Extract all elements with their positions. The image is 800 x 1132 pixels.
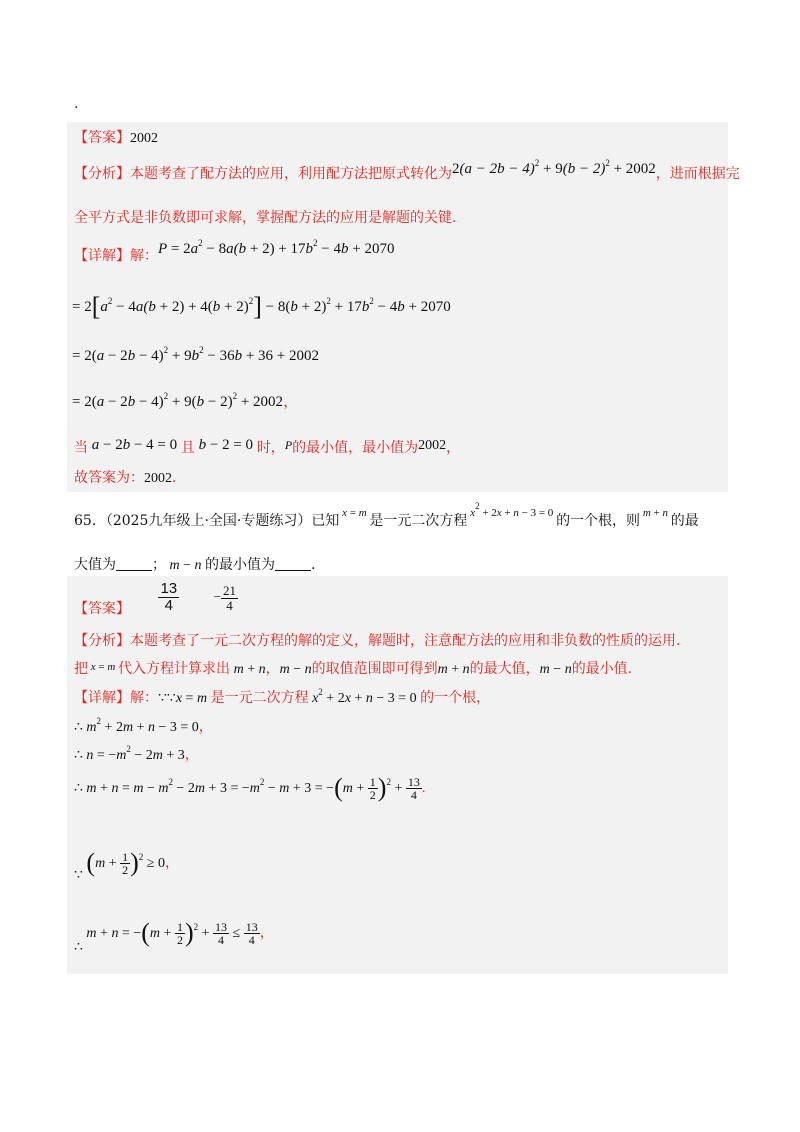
detail-label: 【详解】 (74, 690, 130, 706)
stray-dot: . (74, 96, 79, 112)
q64-detail-line (74, 238, 395, 265)
answer-label: 【答案】 (74, 130, 130, 146)
answer-blank-1[interactable] (116, 558, 152, 571)
analysis-label: 【分析】 (74, 633, 130, 649)
q65-stem-line-1: 65．（2025九年级上·全国·专题练习）已知 $^{x = m}$ 是一元二次方程 $^{x^2 + 2x + n - 3 = 0}$ 的一个根，则 $^{m + n}$ 的最 (74, 501, 699, 529)
detail-label: 【详解】 (74, 248, 130, 264)
q64-formula-P: $P = 2a^2 - 8a(b + 2) + 17b^2 - 4b + 2070$ (158, 238, 395, 257)
q65-answer-1: $\frac{13}{4}$ (160, 580, 178, 614)
q64-answer-line (74, 127, 158, 147)
q64-final-answer-line: 故答案为：2002. (74, 470, 177, 486)
q65-number: 65． (74, 513, 106, 529)
q65-answer-line (74, 580, 238, 618)
answer-blank-2[interactable] (275, 558, 311, 571)
q65-step-5: ∴ m + n = −(m + $\frac{1}{2}$ )$^2$ + $\frac{13}{4}$ ≤ $\frac{13}{4}$ ， (74, 918, 274, 955)
analysis-label: 【分析】 (74, 166, 130, 182)
q65-source: （2025九年级上·全国·专题练习） (105, 513, 312, 529)
q65-answer-2: − $\frac{21}{4}$ (213, 583, 236, 613)
q65-step-3: ∴ $m + n = m - m^2 - 2m + 3 = -m^2 - m + 3 = -(m$ + $\frac{1}{2}$ )$^2$ + $\frac{13}{4}$ . (74, 773, 426, 803)
q65-step-2: ∴ $n = -m^2 - 2m + 3$， (74, 744, 199, 763)
q64-conclusion-line: 当 a − 2b − 4 = 0 且 b − 2 = 0 时，P的最小值，最小值为2002， (74, 437, 461, 456)
q65-analysis-line-2: 把 $^{x = m}$ 代入方程计算求出 m + n，m − n的取值范围即可得到m + n的最大值，m − n的最小值. (74, 661, 633, 677)
q64-analysis-text-3: 全平方式是非负数即可求解，掌握配方法的应用是解题的关键. (74, 210, 457, 226)
q64-formula-step-2: = $2(a - 2b - 4)^2 + 9b^2 - 36b + 36 + 2002$ (72, 345, 320, 364)
answer-label: 【答案】 (74, 601, 130, 618)
q65-analysis-line-1: 【分析】本题考查了一元二次方程的解的定义，解题时，注意配方法的应用和非负数的性质的运用. (74, 633, 681, 649)
q64-analysis-text-1: 本题考查了配方法的应用，利用配方法把原式转化为 (130, 166, 452, 182)
q65-step-1: ∴ $m^2 + 2m + n - 3 = 0$， (74, 716, 213, 735)
q65-step-4: ∵ (m + $\frac{1}{2}$ )$^2$ ≥ 0， (74, 848, 179, 883)
q64-detail-intro: 解： (130, 248, 158, 264)
q65-detail-line: 【详解】解：∵∵x = m 是一元二次方程 $x^2 + 2x + n - 3 = 0$ 的一个根， (74, 687, 491, 706)
q64-analysis-line-1 (74, 158, 740, 183)
q64-answer-value: 2002 (130, 131, 158, 146)
q64-formula-step-3: = $2(a - 2b - 4)^2 + 9(b - 2)^2 + 2002$， (72, 391, 299, 410)
q64-analysis-text-2: ，进而根据完 (655, 166, 740, 182)
q64-formula-completed-square: $2(a - 2b - 4)^2 + 9(b - 2)^2 + 2002$ (452, 158, 656, 177)
q65-stem-line-2: 大值为 ； m − n 的最小值为 . (74, 557, 316, 573)
q64-formula-step-1: = $2[a^2 - 4a(b + 2) + 4(b + 2)^2] - 8(b + 2)^2 + 17b^2 - 4b + 2070$ (72, 292, 451, 321)
